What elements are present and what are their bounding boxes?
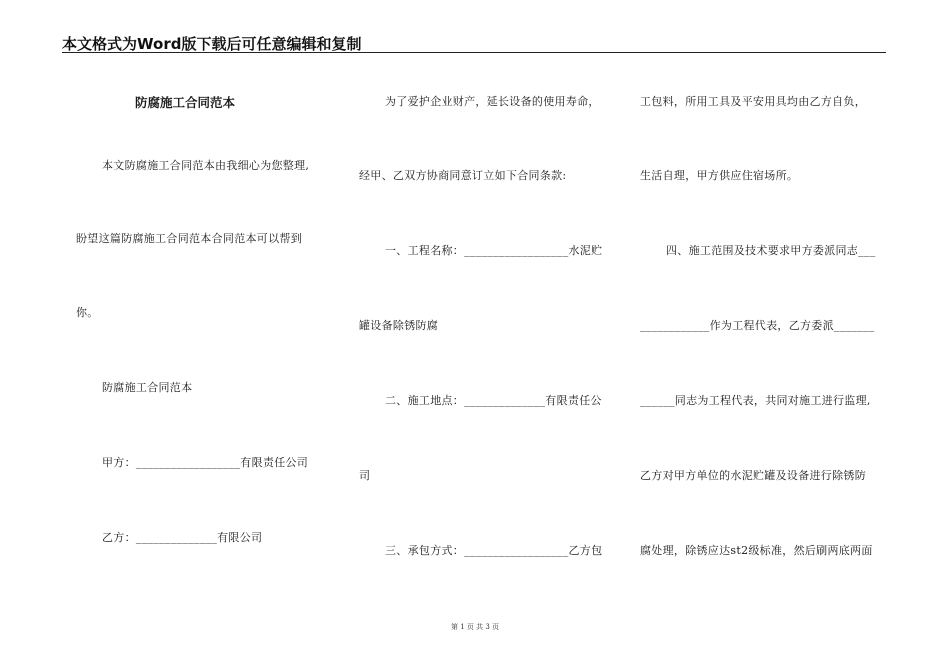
col3-line-1: 工包料，所用工具及平安用具均由乙方自负，	[640, 95, 866, 108]
col1-line-6: 乙方：______________有限公司	[102, 531, 263, 544]
col1-line-5: 甲方：__________________有限责任公司	[102, 456, 309, 469]
document-title: 防腐施工合同范本	[135, 95, 236, 110]
col1-line-1: 本文防腐施工合同范本由我细心为您整理,	[102, 159, 310, 172]
col2-line-6: 司	[359, 469, 371, 482]
header-divider	[62, 52, 886, 53]
col1-line-3: 你。	[76, 306, 99, 319]
col2-line-2: 经甲、乙双方协商同意订立如下合同条款:	[359, 169, 567, 182]
header-title: 本文格式为Word版下载后可任意编辑和复制	[62, 35, 362, 53]
col3-line-4: ____________作为工程代表，乙方委派_______	[640, 319, 875, 332]
col3-line-2: 生活自理，甲方供应住宿场所。	[640, 169, 799, 182]
col2-line-1: 为了爱护企业财产，延长设备的使用寿命，	[385, 95, 600, 108]
page-footer: 第 1 页 共 3 页	[450, 623, 500, 631]
col2-line-5: 二、施工地点：______________有限责任公	[385, 394, 602, 407]
col3-line-3: 四、施工范围及技术要求甲方委派同志___	[666, 244, 876, 257]
col1-line-4: 防腐施工合同范本	[102, 381, 193, 394]
col3-line-6: 乙方对甲方单位的水泥贮罐及设备进行除锈防	[640, 469, 866, 482]
col3-line-5: ______同志为工程代表，共同对施工进行监理,	[640, 394, 871, 407]
col2-line-7: 三、承包方式：__________________乙方包	[385, 544, 603, 557]
col2-line-3: 一、工程名称：__________________水泥贮	[385, 244, 603, 257]
col3-line-7: 腐处理，除锈应达st2级标准，然后刷两底两面	[640, 544, 873, 557]
col1-line-2: 盼望这篇防腐施工合同范本合同范本可以帮到	[76, 232, 302, 245]
col2-line-4: 罐设备除锈防腐	[359, 319, 439, 332]
